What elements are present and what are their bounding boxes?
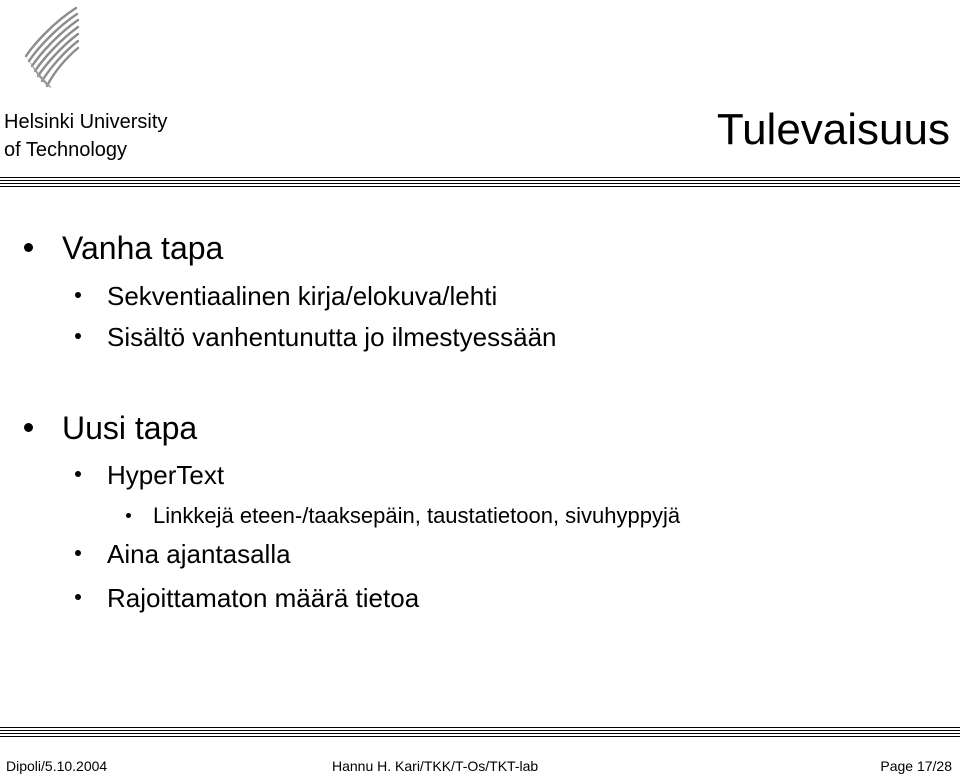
institution-line-1: Helsinki University <box>4 111 168 133</box>
bullet-item <box>107 581 419 615</box>
bullet-text: Aina ajantasalla <box>107 539 291 569</box>
footer-page-number: Page 17/28 <box>880 758 952 774</box>
bullet-icon <box>24 423 33 432</box>
slide-title: Tulevaisuus <box>716 105 950 154</box>
bullet-item <box>62 228 223 268</box>
bullet-text: Sekventiaalinen kirja/elokuva/lehti <box>107 281 498 311</box>
bullet-icon <box>24 243 33 252</box>
bullet-icon <box>75 550 81 556</box>
bullet-item <box>107 537 291 571</box>
bullet-item <box>107 458 224 492</box>
bullet-item <box>62 408 197 448</box>
bullet-text: Vanha tapa <box>62 230 224 266</box>
bullet-item <box>107 320 557 354</box>
institution-line-2: of Technology <box>4 139 128 161</box>
bullet-icon <box>75 594 81 600</box>
bullet-icon <box>75 471 81 477</box>
bullet-icon <box>75 333 81 339</box>
bullet-text: Sisältö vanhentunutta jo ilmestyessään <box>107 322 557 352</box>
bullet-icon <box>126 513 131 518</box>
bullet-text: Rajoittamaton määrä tietoa <box>107 583 420 613</box>
footer-author: Hannu H. Kari/TKK/T-Os/TKT-lab <box>332 758 539 774</box>
bullet-text: HyperText <box>107 460 225 490</box>
footer-divider <box>0 727 960 739</box>
bullet-text: Linkkejä eteen-/taaksepäin, taustatietoon, sivuhyppyjä <box>153 503 681 528</box>
bullet-text: Uusi tapa <box>62 410 198 446</box>
bullet-item <box>153 501 680 531</box>
bullet-icon <box>75 292 81 298</box>
footer-date-location: Dipoli/5.10.2004 <box>6 758 108 774</box>
bullet-item <box>107 279 497 313</box>
